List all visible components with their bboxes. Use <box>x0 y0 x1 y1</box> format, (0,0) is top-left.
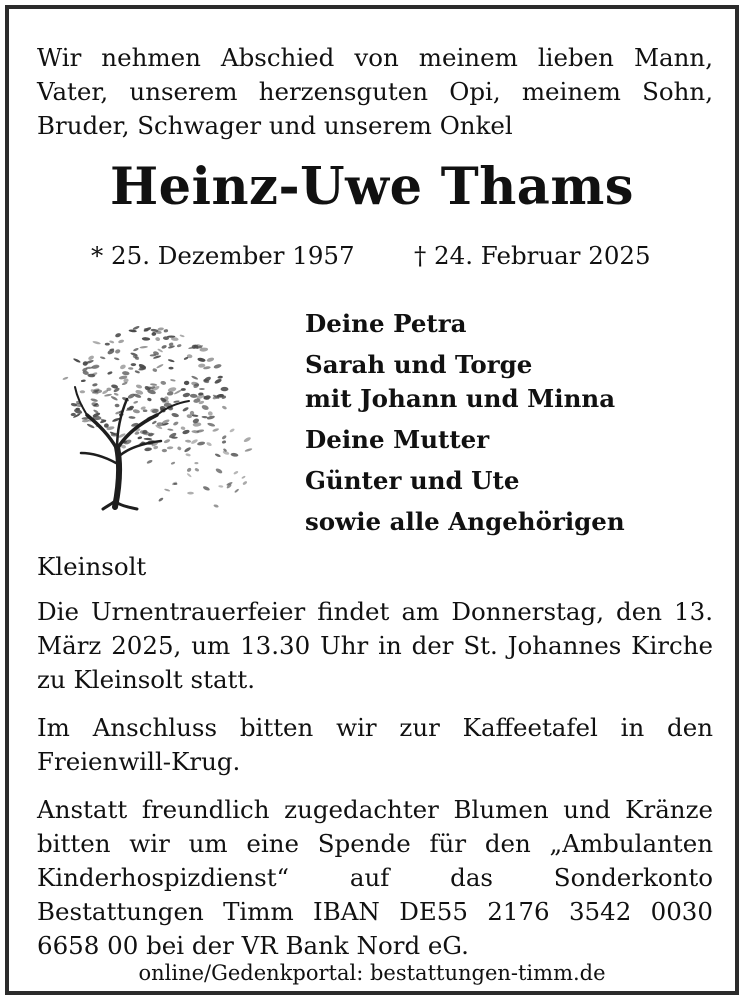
leaf <box>155 337 161 342</box>
leaf <box>167 446 174 449</box>
leaf <box>71 402 78 406</box>
leaf <box>168 359 175 363</box>
leaf <box>179 334 184 337</box>
falling-leaf <box>171 461 176 465</box>
leaf <box>152 368 158 373</box>
leaf <box>104 393 112 397</box>
tree-leaves <box>62 325 228 451</box>
mourner-line: Deine Petra <box>305 309 467 338</box>
leaf <box>190 394 198 399</box>
obituary-content <box>9 9 735 991</box>
leaf <box>202 416 208 419</box>
intro-text: Wir nehmen Abschied von meinem lieben Mann, Vater, unserem herzensguten Opi, meinem Sohn, Bruder, Schwager und unserem Onkel <box>37 43 713 140</box>
leaf <box>217 375 223 378</box>
falling-leaf <box>218 485 223 488</box>
leaf <box>62 376 68 380</box>
leaf <box>173 421 179 426</box>
leaf <box>114 349 121 355</box>
mourner-line: Günter und Ute <box>305 466 520 495</box>
tree-illustration <box>49 307 259 521</box>
leaf <box>109 340 114 344</box>
leaf <box>207 415 216 420</box>
leaf <box>161 344 167 349</box>
leaf <box>144 438 153 440</box>
leaf <box>82 420 89 423</box>
leaf <box>73 358 81 364</box>
reception-paragraph: Im Anschluss bitten wir zur Kaffeetafel in den Freienwill-Krug. <box>37 713 713 776</box>
falling-leaf <box>243 436 251 443</box>
mourner-line: Sarah und Torge <box>305 350 533 379</box>
leaf <box>133 400 138 404</box>
falling-leaf <box>164 488 171 492</box>
falling-leaf <box>241 475 246 479</box>
falling-leaf <box>212 428 219 433</box>
leaf <box>92 340 101 344</box>
leaf <box>147 397 152 402</box>
leaf <box>131 363 136 366</box>
leaf <box>81 379 86 382</box>
leaf <box>100 356 106 360</box>
falling-leaf <box>222 440 227 444</box>
falling-leaf <box>206 441 212 446</box>
falling-leaf <box>177 446 182 451</box>
leaf <box>170 379 176 382</box>
leaf <box>91 401 100 408</box>
leaf <box>127 393 136 400</box>
mourner-line: sowie alle Angehörigen <box>305 507 625 536</box>
leaf <box>122 371 130 376</box>
falling-leaf <box>167 428 173 431</box>
leaf <box>157 327 164 331</box>
leaf <box>144 447 152 451</box>
falling-leaf <box>194 462 198 464</box>
leaf <box>156 363 164 369</box>
death-date: † 24. Februar 2025 <box>414 241 651 270</box>
leaf <box>118 339 125 344</box>
leaf <box>180 426 185 431</box>
falling-leaf <box>158 497 164 502</box>
leaf <box>92 383 98 387</box>
leaf <box>128 367 133 370</box>
leaf <box>142 337 151 341</box>
falling-leaf <box>229 428 235 433</box>
leaf <box>115 403 120 407</box>
leaf <box>197 357 206 362</box>
leaf <box>90 398 98 403</box>
leaf <box>191 375 199 380</box>
leaf <box>177 344 182 348</box>
leaf <box>201 404 209 411</box>
mourners-list <box>305 307 725 539</box>
leaf <box>171 412 179 418</box>
deceased-name: Heinz-Uwe Thams <box>109 157 635 217</box>
leaf <box>134 431 140 435</box>
leaf <box>133 347 139 351</box>
leaf <box>139 346 148 349</box>
leaf <box>137 436 142 440</box>
footer-portal: online/Gedenkportal: bestattungen-timm.de <box>138 961 606 985</box>
leaf <box>114 357 120 361</box>
falling-leaf <box>162 449 167 452</box>
place-name: Kleinsolt <box>37 552 147 581</box>
leaf <box>143 409 148 412</box>
leaf <box>150 383 157 386</box>
leaf <box>160 380 166 385</box>
leaf <box>110 395 118 401</box>
mourner-line: mit Johann und Minna <box>305 384 616 413</box>
leaf <box>132 409 140 414</box>
leaf <box>128 329 136 332</box>
falling-leaf <box>146 459 153 464</box>
falling-leaf <box>214 453 221 458</box>
leaf <box>221 387 229 391</box>
leaf <box>163 438 170 443</box>
leaf <box>86 423 95 429</box>
leaf <box>107 371 113 375</box>
leaf <box>206 357 214 363</box>
leaf <box>182 429 190 435</box>
obituary-frame <box>5 5 739 995</box>
falling-leaf <box>184 446 192 453</box>
falling-leaf <box>233 470 239 475</box>
leaf <box>184 381 190 386</box>
leaf <box>214 378 222 385</box>
mourner-line: Deine Mutter <box>305 425 490 454</box>
birth-date: * 25. Dezember 1957 <box>91 241 355 270</box>
falling-leaf <box>244 448 252 453</box>
falling-leaf <box>234 488 239 493</box>
leaf <box>105 343 110 346</box>
leaf <box>207 411 213 417</box>
falling-leaf <box>242 480 248 485</box>
leaf <box>167 391 174 396</box>
falling-leaf <box>221 435 227 440</box>
donation-paragraph: Anstatt freundlich zugedachter Blumen und Kränze bitten wir um eine Spende für den „Ambulanten Kinderhospizdienst“ auf das Sonderkonto Bestattungen Timm IBAN DE55 2176 3542 0030 6658 00 bei der VR Bank Nord eG. <box>37 795 713 960</box>
falling-leaves <box>146 428 252 508</box>
leaf <box>207 422 216 427</box>
leaf <box>136 384 143 389</box>
falling-leaf <box>213 504 219 508</box>
falling-leaf <box>202 485 210 491</box>
falling-leaf <box>197 441 206 446</box>
leaf <box>88 355 95 361</box>
leaf <box>168 367 173 370</box>
leaf <box>115 332 122 338</box>
leaf <box>185 439 191 443</box>
falling-leaf <box>230 452 238 457</box>
windblown-tree-icon <box>49 307 259 521</box>
falling-leaf <box>187 492 194 495</box>
leaf <box>119 364 126 370</box>
leaf <box>182 406 189 412</box>
ceremony-paragraph: Die Urnentrauerfeier findet am Donnerstag, den 13. März 2025, um 13.30 Uhr in der St. Johannes Kirche zu Kleinsolt statt. <box>37 597 713 694</box>
leaf <box>182 392 190 398</box>
falling-leaf <box>194 467 199 472</box>
leaf <box>213 363 222 369</box>
falling-leaf <box>186 467 192 473</box>
leaf <box>114 392 119 396</box>
leaf <box>221 405 227 410</box>
leaf <box>80 390 85 393</box>
falling-leaf <box>186 473 192 478</box>
leaf <box>157 348 163 353</box>
leaf <box>134 370 140 374</box>
leaf <box>152 420 158 425</box>
leaf <box>199 388 205 390</box>
falling-leaf <box>185 453 191 457</box>
leaf <box>181 388 186 391</box>
leaf <box>163 329 168 333</box>
leaf <box>128 416 135 419</box>
falling-leaf <box>215 467 223 474</box>
